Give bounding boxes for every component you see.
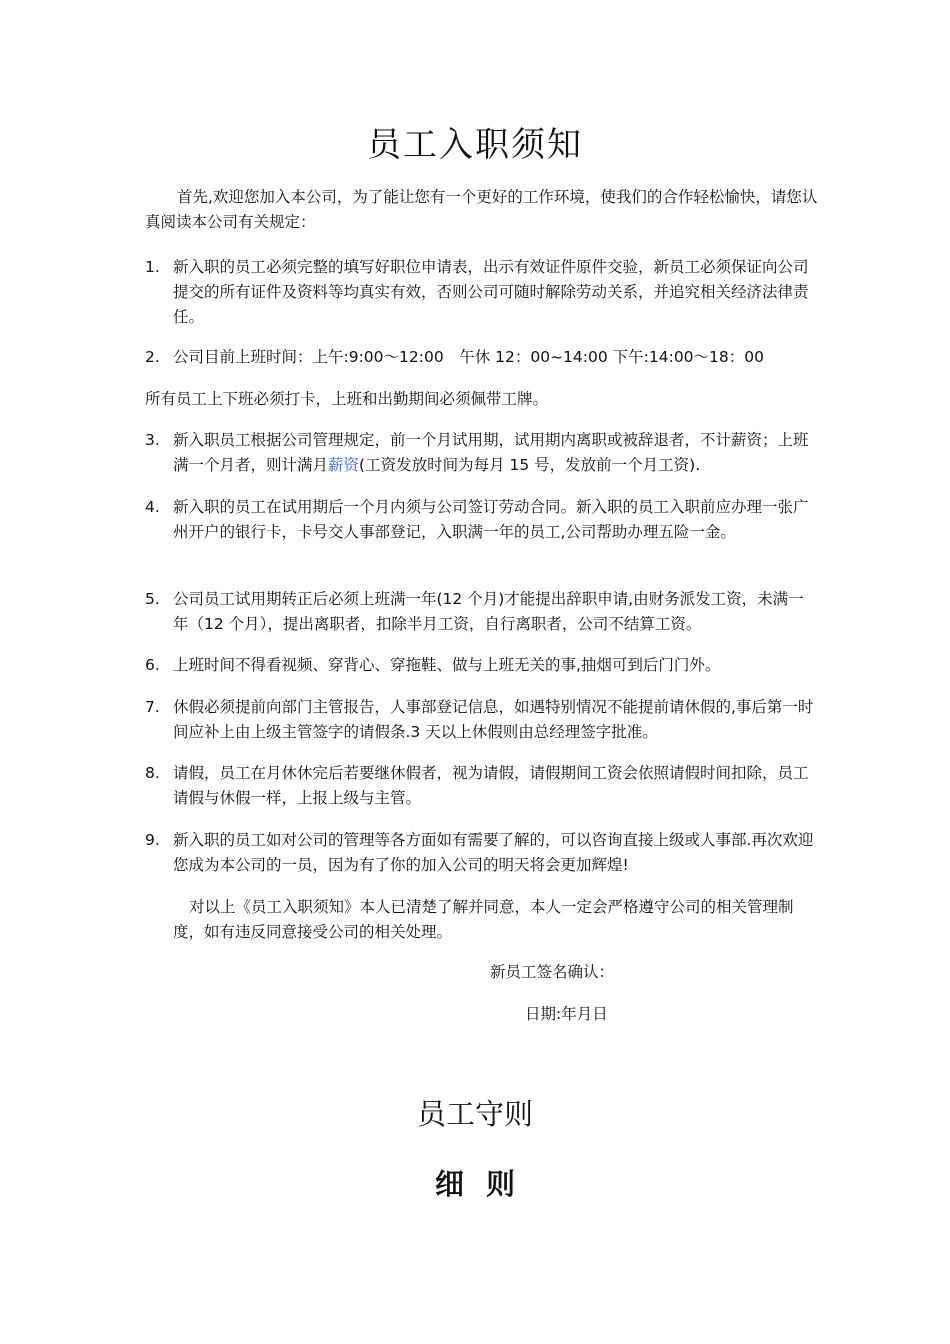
rule-number: 8. xyxy=(145,764,160,782)
confirmation-paragraph: 对以上《员工入职须知》本人已清楚了解并同意，本人一定会严格遵守公司的相关管理制度，如有违反同意接受公司的相关处理。 xyxy=(173,898,794,941)
rule-item-2 xyxy=(145,345,815,370)
intro-paragraph: 首先,欢迎您加入本公司，为了能让您有一个更好的工作环境，使我们的合作轻松愉快，请您认真阅读本公司有关规定： xyxy=(145,188,818,231)
rule-text xyxy=(173,428,815,478)
rule-text: 上班时间不得看视频、穿背心、穿拖鞋、做与上班无关的事,抽烟可到后门门外。 xyxy=(173,656,721,674)
rule-number: 5. xyxy=(145,590,160,608)
document-title: 员工入职须知 xyxy=(367,125,583,165)
rule-text: 新入职的员工在试用期后一个月内须与公司签订劳动合同。新入职的员工入职前应办理一张广州开户的银行卡，卡号交人事部登记，入职满一年的员工,公司帮助办理五险一金。 xyxy=(173,498,809,541)
rule-number: 3. xyxy=(145,431,160,449)
rule-text: 请假，员工在月休休完后若要继休假者，视为请假，请假期间工资会依照请假时间扣除，员工请假与休假一样，上报上级与主管。 xyxy=(173,764,809,807)
rule-number: 6. xyxy=(145,656,160,674)
section-title: 员工守则 xyxy=(416,1097,533,1131)
rule-item-8 xyxy=(145,761,815,811)
rule-number: 4. xyxy=(145,498,160,516)
rule-text: 公司目前上班时间：上午:9:00～12:00 午休 12：00~14:00 下午:14:00～18：00 xyxy=(173,348,764,366)
salary-link[interactable]: 薪资 xyxy=(328,456,360,474)
rule-text: 公司员工试用期转正后必须上班满一年(12 个月)才能提出辞职申请,由财务派发工资，未满一年（12 个月），提出离职者，扣除半月工资，自行离职者，公司不结算工资。 xyxy=(173,590,804,633)
rule-item-9 xyxy=(145,828,815,878)
subsection-title: 细则 xyxy=(434,1167,537,1201)
rule-number: 9. xyxy=(145,831,160,849)
date-label: 日期:年月日 xyxy=(525,1005,608,1023)
rule-item-5 xyxy=(145,587,815,637)
attendance-note: 所有员工上下班必须打卡，上班和出勤期间必须佩带工牌。 xyxy=(145,390,549,408)
rule-item-4 xyxy=(145,495,815,545)
rule-number: 2. xyxy=(145,348,160,366)
rule-text-after-link: (工资发放时间为每月 15 号，发放前一个月工资). xyxy=(359,456,701,474)
rule-item-7 xyxy=(145,695,815,745)
rule-item-3 xyxy=(145,428,815,478)
rule-item-6 xyxy=(145,653,815,678)
rule-text: 休假必须提前向部门主管报告，人事部登记信息，如遇特别情况不能提前请休假的,事后第一时间应补上由上级主管签字的请假条.3 天以上休假则由总经理签字批准。 xyxy=(173,698,814,741)
signature-label: 新员工签名确认： xyxy=(490,963,615,981)
rule-text-before-link: 新入职员工根据公司管理规定，前一个月试用期，试用期内离职或被辞退者，不计薪资；上班满一个月者，则计满月 xyxy=(173,431,809,474)
rule-text: 新入职的员工必须完整的填写好职位申请表，出示有效证件原件交验，新员工必须保证向公司提交的所有证件及资料等均真实有效，否则公司可随时解除劳动关系，并追究相关经济法律责任。 xyxy=(173,258,809,326)
rule-number: 7. xyxy=(145,698,160,716)
rule-item-1 xyxy=(145,255,815,330)
rule-text: 新入职的员工如对公司的管理等各方面如有需要了解的，可以咨询直接上级或人事部.再次欢迎您成为本公司的一员，因为有了你的加入公司的明天将会更加辉煌! xyxy=(173,831,814,874)
rule-number: 1. xyxy=(145,258,160,276)
